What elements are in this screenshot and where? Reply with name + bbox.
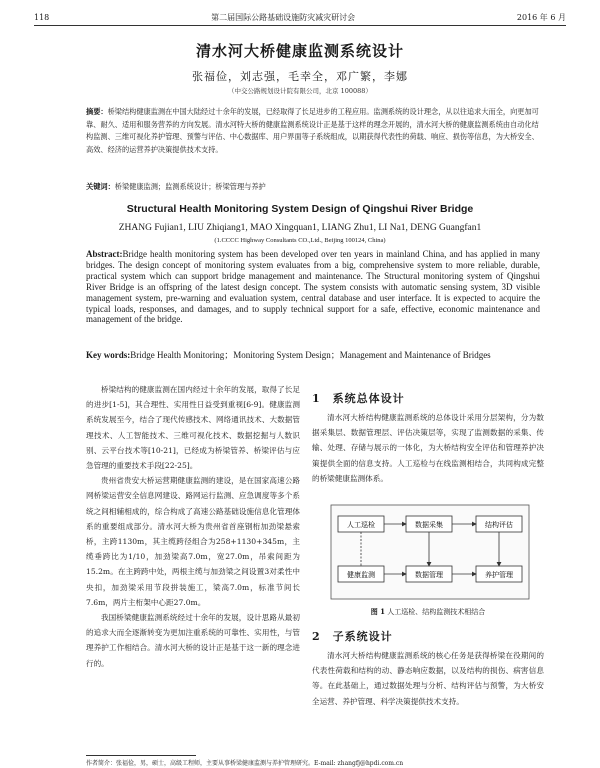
journal-name: 第二届国际公路基础设施防灾减灾研讨会 [211, 12, 356, 22]
diagram-label: 健康监测 [347, 571, 375, 579]
en-abstract-label: Abstract: [86, 249, 123, 259]
header-rule [34, 25, 566, 26]
section-1-heading: 1 系统总体设计 [312, 392, 405, 405]
en-keywords [86, 350, 540, 361]
cn-keywords-label: 关键词： [86, 182, 115, 191]
section-2-body [312, 648, 544, 709]
figure-1-caption [312, 607, 544, 617]
body-paragraph: 贵州省贵安大桥运营期健康监测的建设，是在国家高速公路网桥梁运营安全信息网建设、路网运行监测、应急调度等多个系统之间相辅相成的，综合构成了高速公路基础设施信息化管理体系的重要组成部分。清水河大桥为贵州省首座钢桁加劲梁悬索桥，主跨1130m，其主缆跨径组合为258+1130+345m，主缆垂跨比为1/10，加劲梁高7.0m，宽27.0m，吊索间距为15.2m。在主跨跨中处，两根主缆与加劲梁之间设置3对柔性中央扣，加劲梁采用节段拼装施工，梁高7.0m，标准节间长7.6m，两片主桁架中心距27.0m。 [86, 476, 300, 607]
cn-keywords [86, 182, 540, 192]
figure-caption-text: 人工巡检、结构监测技术相结合 [387, 608, 486, 616]
footnote-rule [86, 755, 196, 756]
cn-affiliation: （中交公路规划设计院有限公司，北京 100088） [228, 87, 372, 95]
figure-1-diagram [330, 504, 530, 600]
diagram-label: 数据管理 [415, 571, 443, 579]
cn-title: 清水河大桥健康监测系统设计 [195, 42, 404, 60]
body-paragraph: 我国桥梁健康监测系统经过十余年的发展，设计思路从最初的追求大而全逐渐转变为更加注重系统的可靠性、实用性，与管理养护工作相结合。清水河大桥的设计正是基于这一新的理念进行的。 [86, 613, 300, 668]
body-paragraph: 清水河大桥结构健康监测系统的总体设计采用分层架构，分为数据采集层、数据管理层、评估决策层等，实现了监测数据的采集、传输、处理、存储与展示的一体化，为大桥结构安全评估和管理养护决策提供全面的信息支持。人工巡检与在线监测相结合，共同构成完整的桥梁健康监测体系。 [312, 413, 544, 483]
section-2-heading: 2 子系统设计 [312, 630, 393, 643]
body-left-column [86, 382, 300, 671]
en-keywords-label: Key words: [86, 350, 131, 360]
en-title: Structural Health Monitoring System Design of Qingshui River Bridge [126, 203, 474, 215]
running-header [34, 10, 566, 24]
cn-authors: 张福俭，刘志强，毛幸全，邓广繁，李娜 [192, 70, 408, 83]
en-abstract [86, 249, 540, 325]
en-keywords-text: Bridge Health Monitoring；Monitoring System Design；Management and Maintenance of Bridges [130, 350, 491, 360]
footnote: 作者简介：张福俭，男，硕士，高级工程师，主要从事桥梁健康监测与养护管理研究。E-mail: zhangfj@hpdi.com.cn [86, 760, 404, 767]
en-affiliation: (1.CCCC Highway Consultants CO.,Ltd., Beijing 100124, China) [214, 237, 386, 244]
en-abstract-text: Bridge health monitoring system has been developed over ten years in mainland China, and has applied in many bridges. The design concept of monitoring system evaluates from a big, comprehensive system to more reliable, durable, practical system which can support bridge management and maintenance. The Structural monitoring system of Qingshui River Bridge is an offspring of the latest design concept. The system consists with automatic sensing system, 3D visible management system, pre-warning and evaluation system, central database and user interface. It is expected to acquire the typical loads, responses, and damages, and to supply technical support for a safe, effective, economic maintenance and management of the bridge. [86, 249, 540, 325]
figure-1 [330, 504, 530, 600]
cn-abstract-label: 摘要： [86, 107, 108, 116]
section-1-body [312, 410, 544, 486]
body-paragraph: 清水河大桥结构健康监测系统的核心任务是获得桥梁在役期间的代表性荷载和结构的动、静态响应数据，以及结构的损伤、病害信息等。在此基础上，通过数据处理与分析、结构评估与预警，为大桥安全运营、养护管理、科学决策提供技术支持。 [312, 651, 544, 706]
diagram-label: 人工巡检 [347, 521, 375, 529]
cn-keywords-text: 桥梁健康监测；监测系统设计；桥梁管理与养护 [114, 182, 266, 191]
cn-abstract [86, 106, 540, 156]
diagram-label: 养护管理 [485, 571, 513, 579]
body-paragraph: 桥梁结构的健康监测在国内经过十余年的发展，取得了长足的进步[1-5]，其合理性、实用性日益受到重视[6-9]。健康监测系统发展至今，结合了现代传感技术、网络通讯技术、大数据管理技术、人工智能技术、三维可视化技术、数据挖掘与人数识别、云平台技术等[10-21]，已经成为桥梁管养、桥梁评估与应急管理的重要技术手段[22-25]。 [86, 385, 300, 471]
figure-number: 图 1 [370, 607, 386, 616]
diagram-label: 数据采集 [415, 521, 443, 529]
cn-abstract-text: 桥梁结构健康监测在中国大陆经过十余年的发展，已经取得了长足进步的工程应用。监测系统的设计理念，从以往追求大而全，向更加可靠、耐久、适用和服务营养的方向发展。清水河特大桥的健康监测系统设计正是基于这样的理念开展的，清水河大桥的健康监测系统由自动化结构监测、三维可视化养护管理、预警与评估、中心数据库、用户界面等子系统组成，以期获得代表性的荷载、响应、损伤等信息，为大桥安全、高效、经济的运营养护决策提供技术支持。 [86, 107, 539, 154]
page-number: 118 [34, 12, 50, 22]
diagram-label: 结构评估 [485, 521, 513, 529]
en-authors: ZHANG Fujian1, LIU Zhiqiang1, MAO Xingquan1, LIANG Zhu1, LI Na1, DENG Guangfan1 [118, 223, 482, 233]
issue-date: 2016 年 6 月 [516, 12, 566, 22]
